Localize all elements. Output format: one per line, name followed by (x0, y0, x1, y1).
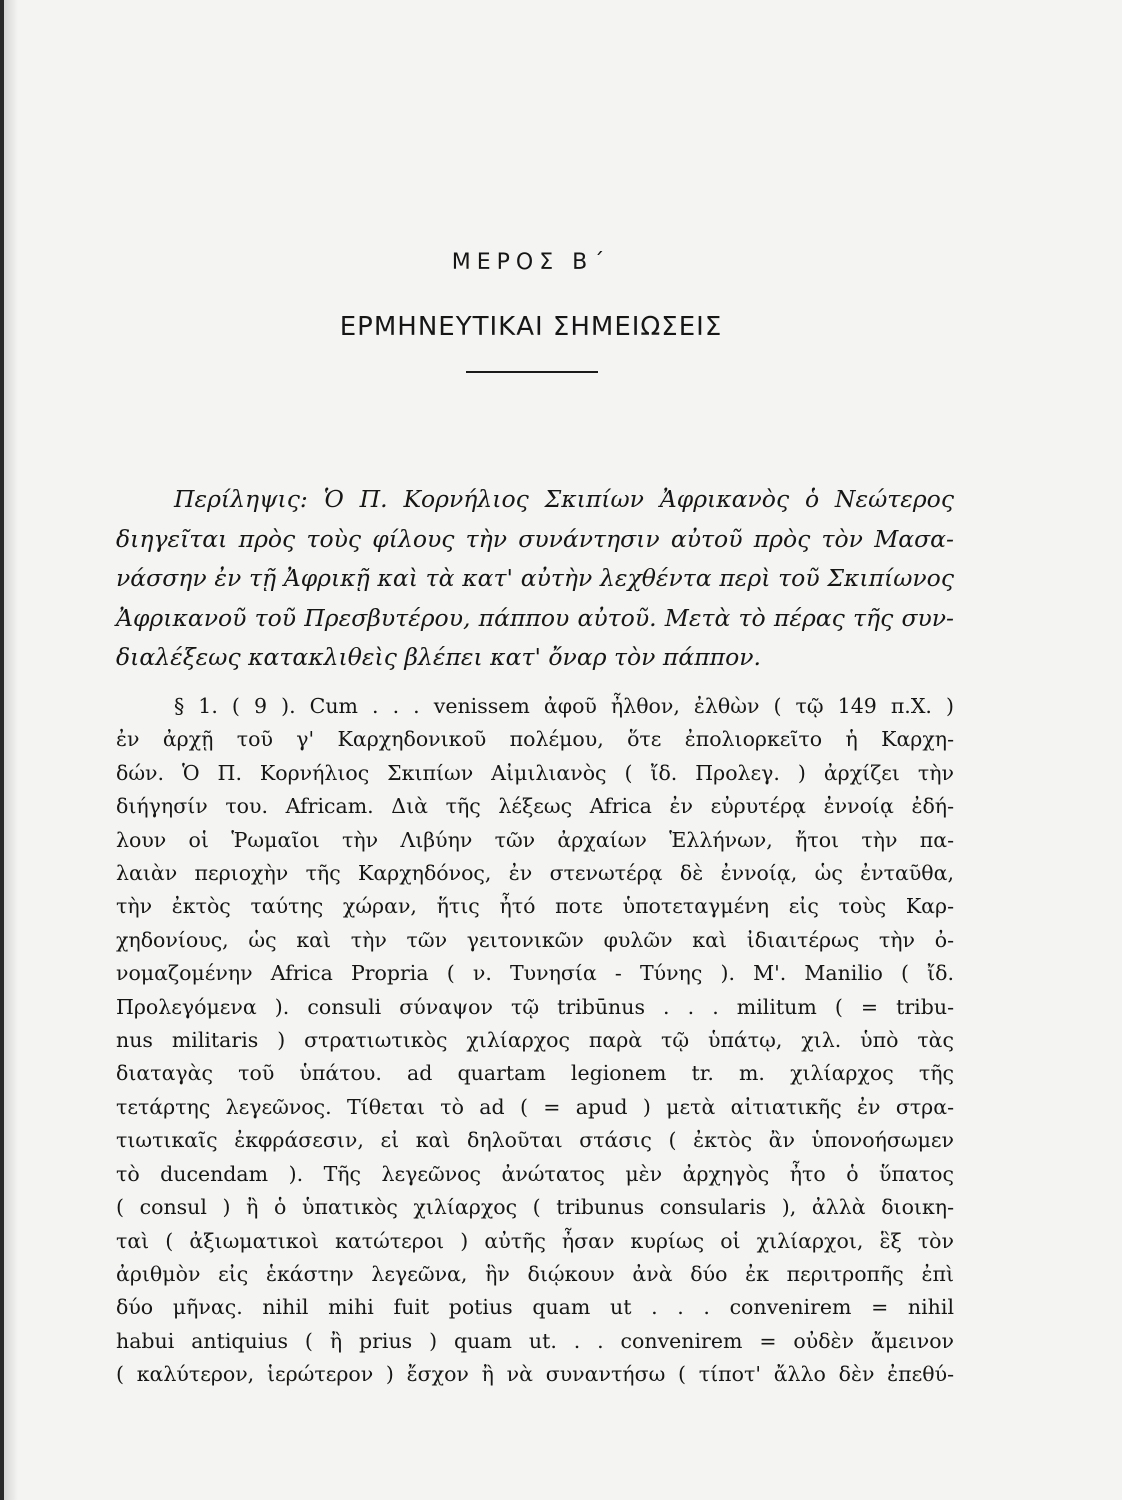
commentary-line: διήγησίν του. Africam. Διὰ τῆς λέξεως Africa ἐν εὐρυτέρᾳ ἐννοίᾳ ἐδή- (116, 794, 954, 819)
commentary-line: τὴν ἐκτὸς ταύτης χώραν, ἥτις ἦτό ποτε ὑποτεταγμένη εἰς τοὺς Καρ- (116, 894, 954, 919)
summary-line: Περίληψις: Ὁ Π. Κορνήλιος Σκιπίων Ἀφρικανὸς ὁ Νεώτερος (174, 485, 954, 513)
commentary-line: λουν οἱ Ῥωμαῖοι τὴν Λιβύην τῶν ἀρχαίων Ἑλλήνων, ἤτοι τὴν πα- (116, 827, 954, 852)
title-rule (466, 371, 598, 373)
commentary-line: Προλεγόμενα ). consuli σύναψον τῷ tribūnus . . . militum ( = tribu- (116, 994, 954, 1019)
commentary-paragraph (116, 690, 954, 1392)
summary-paragraph (116, 480, 954, 678)
summary-line: Ἀφρικανοῦ τοῦ Πρεσβυτέρου, πάππου αὐτοῦ. Μετὰ τὸ πέρας τῆς συν- (116, 603, 954, 632)
commentary-line: τιωτικαῖς ἐκφράσεσιν, εἰ καὶ δηλοῦται στάσις ( ἐκτὸς ἂν ὑπονοήσωμεν (116, 1128, 954, 1153)
commentary-line: ( καλύτερον, ἱερώτερον ) ἔσχον ἢ νὰ συναντήσω ( τίποτ' ἄλλο δὲν ἐπεθύ- (116, 1362, 954, 1387)
scan-edge-shadow (4, 0, 18, 1500)
commentary-line: ( consul ) ἢ ὁ ὑπατικὸς χιλίαρχος ( tribunus consularis ), ἀλλὰ διοικη- (116, 1195, 954, 1220)
commentary-line: δύο μῆνας. nihil mihi fuit potius quam ut . . . convenirem = nihil (116, 1295, 954, 1320)
commentary-line: νομαζομένην Africa Propria ( ν. Τυνησία - Τύνης ). M'. Manilio ( ἴδ. (116, 961, 954, 986)
commentary-line: § 1. ( 9 ). Cum . . . venissem ἀφοῦ ἦλθον, ἐλθὼν ( τῷ 149 π.Χ. ) (174, 694, 954, 718)
commentary-line: διαταγὰς τοῦ ὑπάτου. ad quartam legionem tr. m. χιλίαρχος τῆς (116, 1061, 954, 1086)
summary-line: διηγεῖται πρὸς τοὺς φίλους τὴν συνάντησιν αὐτοῦ πρὸς τὸν Μασα- (116, 524, 954, 553)
summary-line: νάσσην ἐν τῇ Ἀφρικῇ καὶ τὰ κατ' αὐτὴν λεχθέντα περὶ τοῦ Σκιπίωνος (116, 564, 954, 592)
commentary-line: ταὶ ( ἀξιωματικοὶ κατώτεροι ) αὐτῆς ἦσαν κυρίως οἱ χιλίαρχοι, ἓξ τὸν (116, 1228, 954, 1253)
part-heading: ΜΕΡΟΣ Β΄ (451, 250, 611, 275)
commentary-line: habui antiquius ( ἢ prius ) quam ut. . . convenirem = οὐδὲν ἄμεινον (116, 1328, 954, 1353)
section-title: ΕΡΜΗΝΕΥΤΙΚΑΙ ΣΗΜΕΙΩΣΕΙΣ (339, 312, 723, 342)
commentary-line: δών. Ὁ Π. Κορνήλιος Σκιπίων Αἰμιλιανὸς ( ἴδ. Προλεγ. ) ἀρχίζει τὴν (116, 760, 954, 785)
commentary-line: λαιὰν περιοχὴν τῆς Καρχηδόνος, ἐν στενωτέρᾳ δὲ ἐννοίᾳ, ὡς ἐνταῦθα, (116, 861, 954, 886)
commentary-line: ἀριθμὸν εἰς ἑκάστην λεγεῶνα, ἣν διῴκουν ἀνὰ δύο ἐκ περιτροπῆς ἐπὶ (116, 1261, 954, 1286)
commentary-line: τετάρτης λεγεῶνος. Τίθεται τὸ ad ( = apud ) μετὰ αἰτιατικῆς ἐν στρα- (116, 1094, 954, 1119)
commentary-line: χηδονίους, ὡς καὶ τὴν τῶν γειτονικῶν φυλῶν καὶ ἰδιαιτέρως τὴν ὀ- (116, 927, 954, 952)
commentary-line: τὸ ducendam ). Τῆς λεγεῶνος ἀνώτατος μὲν ἀρχηγὸς ἦτο ὁ ὕπατος (116, 1161, 954, 1186)
commentary-line: ἐν ἀρχῇ τοῦ γ' Καρχηδονικοῦ πολέμου, ὅτε ἐπολιορκεῖτο ἡ Καρχη- (116, 727, 954, 752)
commentary-line: nus militaris ) στρατιωτικὸς χιλίαρχος παρὰ τῷ ὑπάτῳ, χιλ. ὑπὸ τὰς (116, 1028, 954, 1053)
summary-line: διαλέξεως κατακλιθεὶς βλέπει κατ' ὄναρ τὸν πάππον. (116, 643, 761, 671)
